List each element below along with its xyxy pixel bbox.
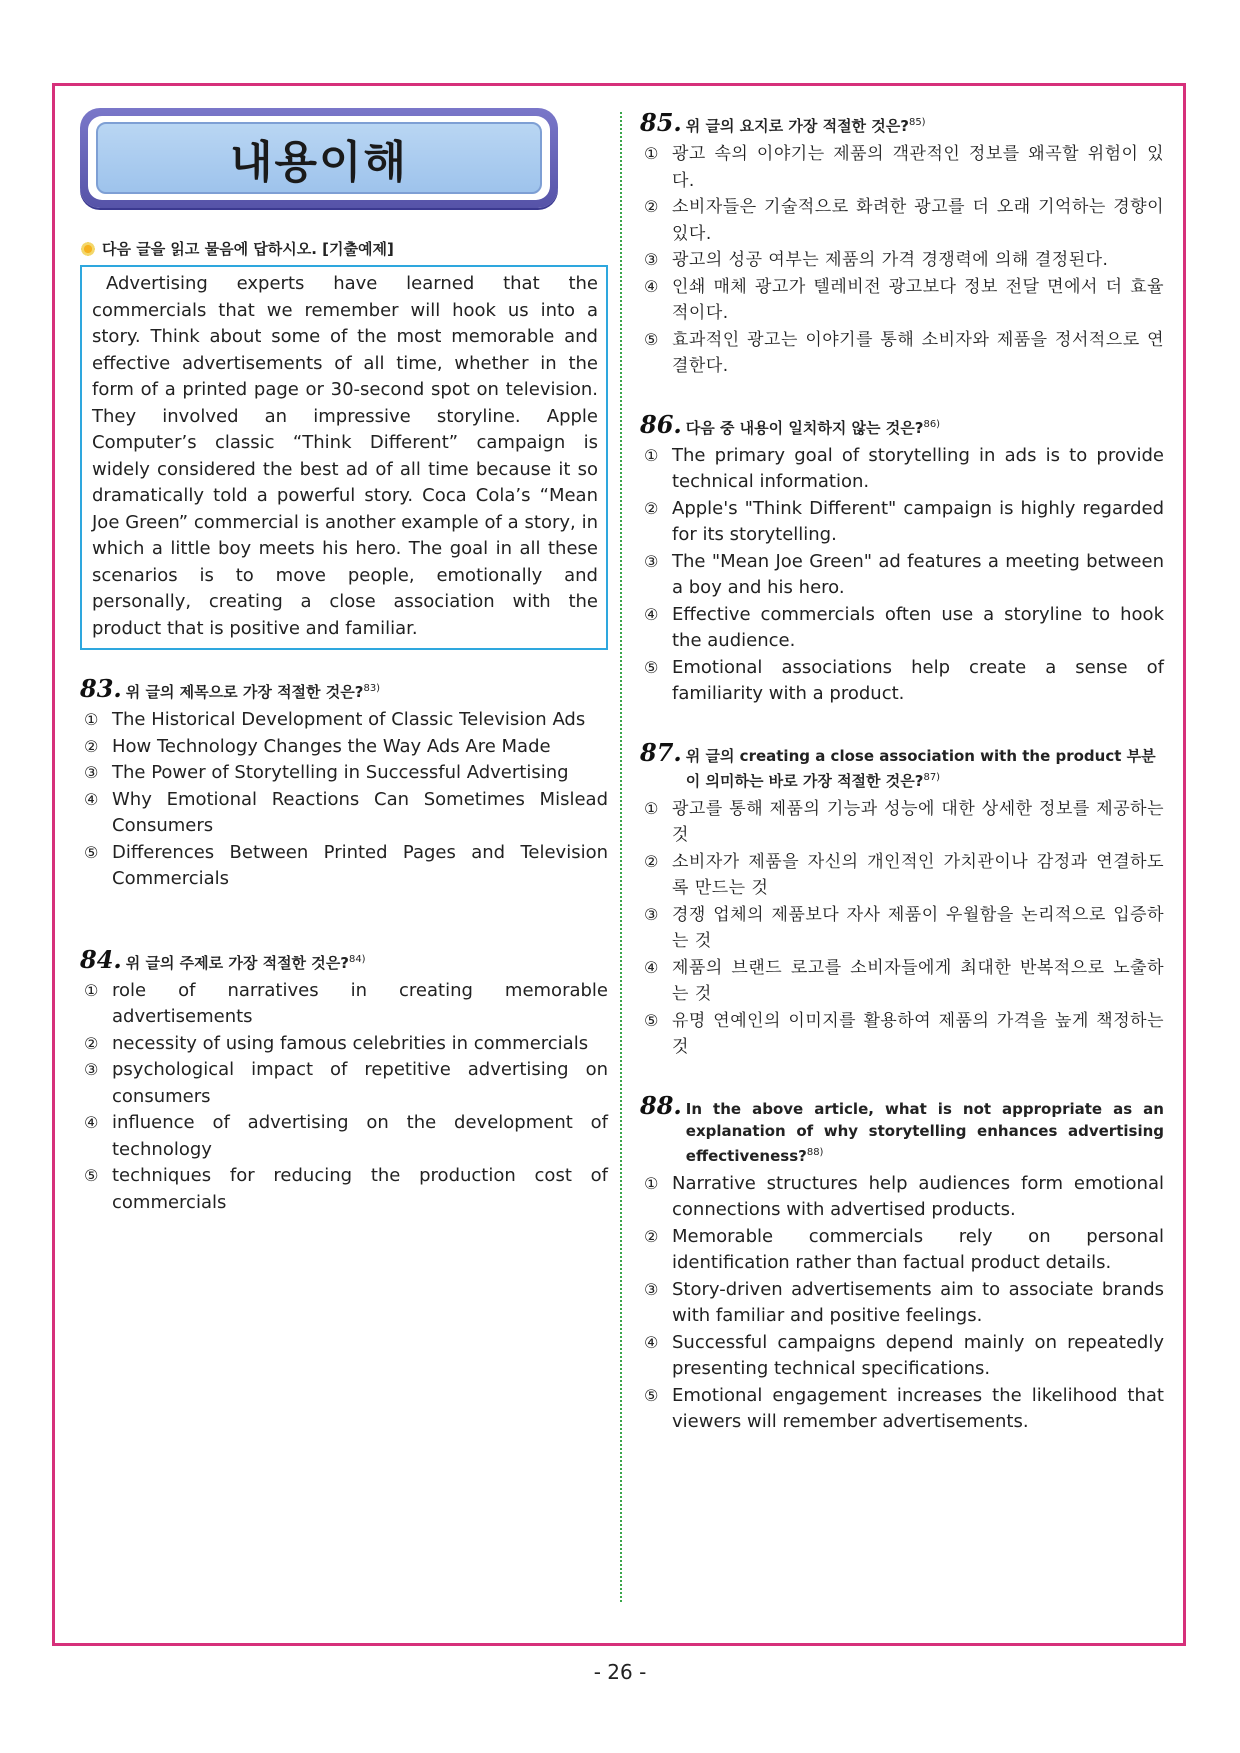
option-text: The primary goal of storytelling in ads is to provide technical information. xyxy=(672,444,1164,492)
option-mark: ② xyxy=(84,1033,99,1053)
page-number: - 26 - xyxy=(593,1660,647,1684)
question-stem: 다음 중 내용이 일치하지 않는 것은? xyxy=(685,418,924,437)
option-1[interactable] xyxy=(640,141,1164,194)
question-text xyxy=(686,1098,1164,1167)
option-mark: ② xyxy=(644,851,659,871)
option-5[interactable] xyxy=(640,327,1164,380)
option-5[interactable] xyxy=(80,840,608,893)
option-text: 인쇄 매체 광고가 텔레비전 광고보다 정보 전달 면에서 더 효율적이다. xyxy=(672,276,1164,323)
option-text: 광고 속의 이야기는 제품의 객관적인 정보를 왜곡할 위험이 있다. xyxy=(672,144,1164,191)
option-text: role of narratives in creating memorable advertisements xyxy=(112,979,608,1027)
question-87 xyxy=(640,737,1164,1061)
option-mark: ② xyxy=(644,1226,659,1246)
option-list xyxy=(640,1171,1164,1436)
question-text xyxy=(686,745,1164,792)
option-mark: ③ xyxy=(644,904,659,924)
option-3[interactable] xyxy=(80,760,608,787)
option-mark: ① xyxy=(644,798,659,818)
option-mark: ③ xyxy=(84,1060,99,1079)
right-column xyxy=(640,108,1164,1436)
option-4[interactable] xyxy=(80,787,608,840)
option-mark: ④ xyxy=(644,957,659,977)
question-number: 86 . xyxy=(640,414,682,436)
option-list xyxy=(80,978,608,1217)
option-text: 소비자들은 기술적으로 화려한 광고를 더 오래 기억하는 경향이 있다. xyxy=(672,197,1164,244)
option-5[interactable] xyxy=(640,1008,1164,1061)
question-86 xyxy=(640,409,1164,708)
question-header xyxy=(640,1090,1164,1167)
option-mark: ④ xyxy=(644,1332,659,1352)
option-3[interactable] xyxy=(640,902,1164,955)
option-text: 제품의 브랜드 로고를 소비자들에게 최대한 반복적으로 노출하는 것 xyxy=(672,957,1164,1004)
question-number: 88 . xyxy=(640,1095,682,1117)
column-divider xyxy=(620,112,622,1602)
option-mark: ② xyxy=(84,736,99,756)
question-text xyxy=(686,414,940,439)
option-2[interactable] xyxy=(640,496,1164,549)
question-number: 87 . xyxy=(640,742,682,764)
option-4[interactable] xyxy=(640,1330,1164,1383)
option-5[interactable] xyxy=(80,1163,608,1216)
section-banner xyxy=(80,108,558,208)
option-mark: ④ xyxy=(84,789,99,809)
question-header xyxy=(80,944,608,974)
option-1[interactable] xyxy=(640,443,1164,496)
option-text: influence of advertising on the development of technology xyxy=(112,1112,608,1160)
option-text: Emotional engagement increases the likelihood that viewers will remember advertisements. xyxy=(672,1384,1164,1432)
question-text xyxy=(126,949,366,974)
option-2[interactable] xyxy=(80,734,608,761)
option-text: Successful campaigns depend mainly on repeatedly presenting technical specifications. xyxy=(672,1331,1164,1379)
option-mark: ① xyxy=(84,980,99,1000)
option-mark: ⑤ xyxy=(644,1010,659,1030)
option-text: 효과적인 광고는 이야기를 통해 소비자와 제품을 정서적으로 연결한다. xyxy=(672,329,1164,376)
option-1[interactable] xyxy=(640,1171,1164,1224)
option-5[interactable] xyxy=(640,655,1164,708)
instruction-text: 다음 글을 읽고 물음에 답하시오. [기출예제] xyxy=(102,240,394,258)
question-number: 85 . xyxy=(640,112,682,134)
option-text: Differences Between Printed Pages and Television Commercials xyxy=(112,841,608,889)
option-list xyxy=(640,796,1164,1061)
section-title: 내용이해 xyxy=(229,137,408,188)
option-text: 유명 연예인의 이미지를 활용하여 제품의 가격을 높게 책정하는 것 xyxy=(672,1010,1164,1057)
question-84 xyxy=(80,944,608,1217)
option-3[interactable] xyxy=(80,1057,608,1110)
question-stem: 위 글의 주제로 가장 적절한 것은? xyxy=(125,953,349,972)
question-header xyxy=(640,737,1164,792)
option-1[interactable] xyxy=(80,707,608,734)
option-text: psychological impact of repetitive advertising on consumers xyxy=(112,1059,608,1107)
question-number: 83 . xyxy=(80,678,122,700)
option-2[interactable] xyxy=(640,849,1164,902)
option-mark: ③ xyxy=(644,551,659,571)
option-mark: ① xyxy=(84,710,99,729)
option-mark: ③ xyxy=(84,763,99,782)
left-column xyxy=(80,108,608,1216)
question-stem: 위 글의 제목으로 가장 적절한 것은? xyxy=(125,683,364,701)
option-text: Emotional associations help create a sense of familiarity with a product. xyxy=(672,656,1164,704)
option-4[interactable] xyxy=(640,274,1164,327)
footnote-ref: 84) xyxy=(348,953,366,965)
option-2[interactable] xyxy=(640,194,1164,247)
question-header xyxy=(80,674,608,703)
option-mark: ⑤ xyxy=(644,1385,659,1405)
option-mark: ① xyxy=(644,1173,659,1193)
option-text: 소비자가 제품을 자신의 개인적인 가치관이나 감정과 연결하도록 만드는 것 xyxy=(672,851,1164,898)
option-mark: ② xyxy=(644,197,659,216)
option-text: 광고의 성공 여부는 제품의 가격 경쟁력에 의해 결정된다. xyxy=(672,250,1109,270)
option-4[interactable] xyxy=(640,602,1164,655)
option-text: Apple's "Think Different" campaign is highly regarded for its storytelling. xyxy=(672,497,1164,545)
question-number: 84 . xyxy=(80,949,122,971)
option-text: 경쟁 업체의 제품보다 자사 제품이 우월함을 논리적으로 입증하는 것 xyxy=(672,904,1164,951)
banner-title-box xyxy=(96,122,542,194)
question-88 xyxy=(640,1090,1164,1436)
option-mark: ① xyxy=(644,144,659,163)
question-85 xyxy=(640,108,1164,380)
question-header xyxy=(640,108,1164,137)
question-stem: 위 글의 요지로 가장 적절한 것은? xyxy=(685,117,909,135)
option-3[interactable] xyxy=(640,549,1164,602)
option-3[interactable] xyxy=(640,247,1164,274)
option-4[interactable] xyxy=(640,955,1164,1008)
option-text: Narrative structures help audiences form emotional connections with advertised products. xyxy=(672,1172,1164,1220)
footnote-ref: 83) xyxy=(363,683,381,694)
option-text: techniques for reducing the production cost of commercials xyxy=(112,1165,608,1213)
option-mark: ⑤ xyxy=(84,842,99,862)
question-stem: In the above article, what is not appropriate as an explanation of why storytelling enhances advertising effectiveness? xyxy=(685,1099,1164,1165)
option-3[interactable] xyxy=(640,1277,1164,1330)
option-mark: ③ xyxy=(644,250,659,269)
option-list xyxy=(640,443,1164,708)
option-text: The Historical Development of Classic Television Ads xyxy=(112,709,586,730)
question-header xyxy=(640,409,1164,439)
option-mark: ② xyxy=(644,498,659,518)
option-mark: ④ xyxy=(84,1113,99,1132)
option-mark: ⑤ xyxy=(644,657,659,677)
question-text xyxy=(126,678,380,703)
option-text: Memorable commercials rely on personal identification rather than factual product details. xyxy=(672,1225,1164,1273)
option-mark: ③ xyxy=(644,1279,659,1299)
option-text: Effective commercials often use a storyline to hook the audience. xyxy=(672,603,1164,651)
option-text: necessity of using famous celebrities in commercials xyxy=(112,1032,589,1054)
reading-passage: Advertising experts have learned that the commercials that we remember will hook us into a story. Think about some of the most memorable and effective advertisements of all time, whether in the form of a printed page or 30-second spot on television. They involved an impressive storyline. Apple Computer’s classic “Think Different” campaign is widely considered the best ad of all time because it so dramatically told a powerful story. Coca Cola’s “Mean Joe Green” commercial is another example of a story, in which a little boy meets his hero. The goal in all these scenarios is to move people, emotionally and personally, creating a close association with the product that is positive and familiar. xyxy=(80,265,608,650)
option-text: The Power of Storytelling in Successful Advertising xyxy=(112,762,569,783)
option-text: Story-driven advertisements aim to associate brands with familiar and positive feelings. xyxy=(672,1278,1164,1326)
footnote-ref: 86) xyxy=(923,418,941,430)
option-mark: ⑤ xyxy=(644,329,659,349)
option-mark: ① xyxy=(644,445,659,465)
flower-icon xyxy=(80,241,96,257)
option-5[interactable] xyxy=(640,1383,1164,1436)
option-mark: ④ xyxy=(644,604,659,624)
instruction xyxy=(80,238,608,259)
option-1[interactable] xyxy=(640,796,1164,849)
option-text: 광고를 통해 제품의 기능과 성능에 대한 상세한 정보를 제공하는 것 xyxy=(672,798,1164,845)
option-mark: ④ xyxy=(644,276,659,296)
option-4[interactable] xyxy=(80,1110,608,1163)
footnote-ref: 85) xyxy=(908,117,926,128)
option-text: The "Mean Joe Green" ad features a meeting between a boy and his hero. xyxy=(672,550,1164,598)
option-text: How Technology Changes the Way Ads Are Made xyxy=(112,735,551,757)
footnote-ref: 88) xyxy=(806,1146,824,1158)
option-list xyxy=(80,707,608,893)
option-2[interactable] xyxy=(80,1031,608,1058)
option-mark: ⑤ xyxy=(84,1166,99,1185)
question-83 xyxy=(80,674,608,893)
question-stem: 위 글의 creating a close association with the product 부분이 의미하는 바로 가장 적절한 것은? xyxy=(685,746,1156,790)
option-2[interactable] xyxy=(640,1224,1164,1277)
option-list xyxy=(640,141,1164,380)
footnote-ref: 87) xyxy=(923,771,941,783)
option-1[interactable] xyxy=(80,978,608,1031)
option-text: Why Emotional Reactions Can Sometimes Mislead Consumers xyxy=(112,788,608,836)
question-text xyxy=(686,112,926,137)
